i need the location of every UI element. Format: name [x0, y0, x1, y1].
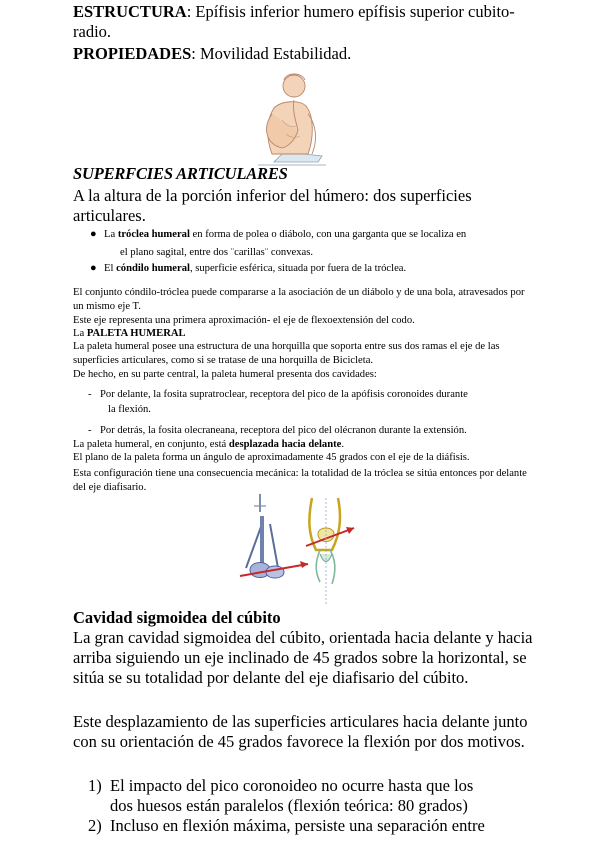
list-item	[88, 424, 528, 438]
list-item	[88, 228, 528, 259]
propiedades-line	[73, 44, 533, 64]
bullet-icon: ●	[90, 228, 97, 240]
paleta-pre: La	[73, 328, 87, 339]
superficies-title: SUPERFCIES ARTICULARES	[73, 164, 288, 183]
item-number: 1)	[88, 776, 102, 795]
cavidades-list	[88, 388, 528, 446]
p5-post: .	[341, 439, 344, 450]
bullet-pre: La	[104, 229, 118, 240]
dash-icon: -	[88, 425, 92, 436]
cavidad-title: Cavidad sigmoidea del cúbito	[73, 608, 281, 627]
propiedades-text: : Movilidad Estabilidad.	[191, 44, 352, 63]
bullet-bold: cóndilo humeral	[116, 263, 190, 274]
paragraph-eje: Este eje representa una primera aproximación- el eje de flexoextensión del codo.	[73, 315, 415, 326]
dash-continuation: la flexión.	[108, 403, 151, 415]
paleta-bold: PALETA HUMERAL	[86, 328, 186, 339]
list-item	[88, 388, 528, 416]
estructura-label: ESTRUCTURA	[73, 2, 187, 21]
bullet-icon: ●	[90, 262, 97, 274]
superficies-intro: A la altura de la porción inferior del húmero: dos superficies articulares.	[73, 186, 472, 225]
bullet-continuation: el plano sagital, entre dos ¨carillas¨ convexas.	[120, 246, 313, 258]
list-item	[88, 776, 533, 816]
paragraph-angulo: El plano de la paleta forma un ángulo de aproximadamente 45 grados con el eje de la diáfisis.	[73, 452, 470, 463]
bullet-bold: tróclea humeral	[117, 229, 190, 240]
paragraph-cavidad-sigmoidea: La gran cavidad sigmoidea del cúbito, orientada hacia delante y hacia arriba siguiendo un eje inclinado de 45 grados sobre la horizontal, se sitúa se su totalidad por delante del eje diafisario del cúbito.	[73, 628, 533, 687]
dash-text: Por delante, la fosita supratroclear, receptora del pico de la apófisis coronoides durante	[100, 389, 468, 400]
paleta-heading	[73, 327, 533, 341]
person-elbow-illustration	[252, 68, 330, 166]
dash-text: Por detrás, la fosita olecraneana, receptora del pico del olécranon durante la extensión.	[100, 425, 467, 436]
bullet-post: en forma de polea o diábolo, con una garganta que se localiza en	[189, 229, 467, 240]
estructura-text: : Epífisis inferior humero epífisis superior cubito-radio.	[73, 2, 515, 41]
p5-pre: La paleta humeral, en conjunto, está	[73, 439, 229, 450]
trochlea-axis-illustration	[236, 494, 358, 606]
paragraph-desplazamiento: Este desplazamiento de las superficies articulares hacia delante junto con su orientación de 45 grados favorece la flexión por dos motivos.	[73, 712, 528, 751]
paragraph-paleta-estructura: La paleta humeral posee una estructura de una horquilla que soporta entre sus dos ramas el eje de las superficies articulares, como si se tratase de una horquilla de Bicicleta.	[73, 341, 500, 366]
item-number: 2)	[88, 816, 102, 835]
paragraph-condilo-troclea: El conjunto cóndilo-tróclea puede compararse a la asociación de un diábolo y de una bola, atravesados por un mismo eje T.	[73, 287, 525, 312]
bullet-pre: El	[104, 263, 117, 274]
p5-bold: desplazada hacia delante	[228, 439, 342, 450]
articular-surfaces-list	[88, 228, 528, 279]
bullet-post: , superficie esférica, situada por fuera de la tróclea.	[189, 263, 407, 274]
item-text: El impacto del pico coronoideo no ocurre hasta que los	[110, 776, 474, 795]
list-item	[88, 816, 533, 836]
dash-icon: -	[88, 389, 92, 400]
item-continuation: dos huesos están paralelos (flexión teórica: 80 grados)	[110, 796, 468, 815]
paragraph-desplazada	[73, 438, 533, 452]
item-text: Incluso en flexión máxima, persiste una separación entre	[110, 816, 485, 835]
paragraph-configuracion: Esta configuración tiene una consecuencia mecánica: la totalidad de la tróclea se sitúa entonces por delante del eje diafisario.	[73, 468, 527, 493]
list-item	[88, 262, 528, 276]
propiedades-label: PROPIEDADES	[73, 44, 192, 63]
motivos-list	[88, 776, 533, 836]
paragraph-cavidades: De hecho, en su parte central, la paleta humeral presenta dos cavidades:	[73, 369, 377, 380]
estructura-line	[73, 2, 533, 42]
